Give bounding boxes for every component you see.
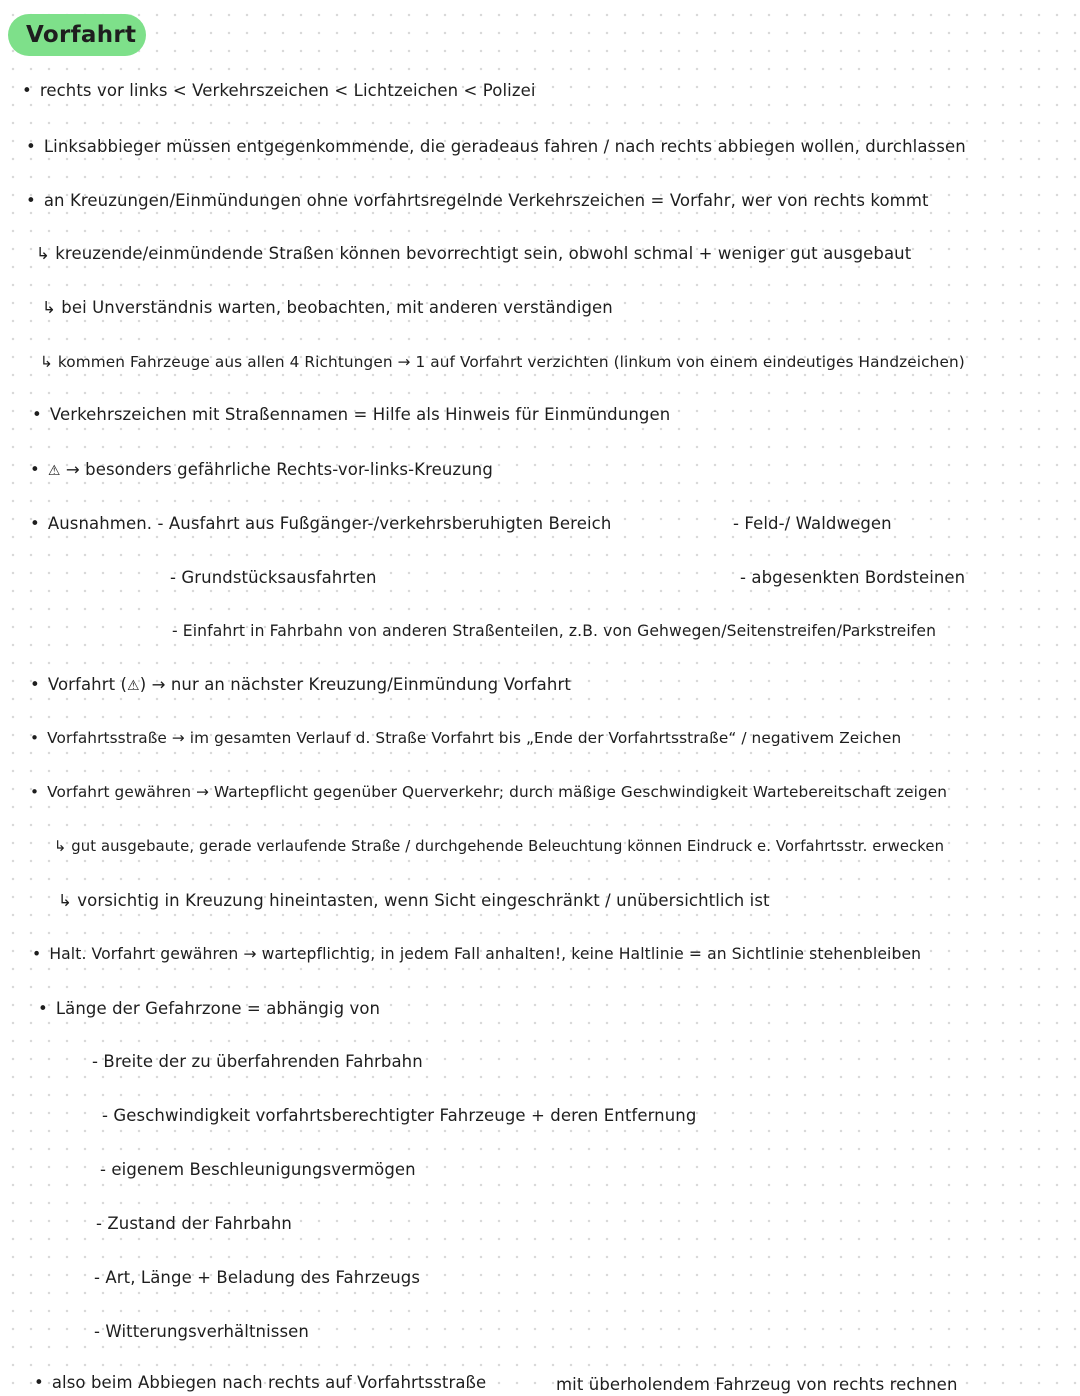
note-text: Ausnahmen. - Ausfahrt aus Fußgänger-/verkehrsberuhigten Bereich (47, 514, 612, 533)
note-text: → besonders gefährliche Rechts-vor-links-Kreuzung (65, 460, 493, 479)
note-line (58, 890, 770, 912)
note-line (36, 243, 911, 265)
note-text: Linksabbieger müssen entgegenkommende, die geradeaus fahren / nach rechts abbiegen wollen, durchlassen (43, 137, 966, 156)
note-line (30, 674, 571, 696)
note-text: an Kreuzungen/Einmündungen ohne vorfahrtsregelnde Verkehrszeichen = Vorfahr, wer von rechts kommt (43, 191, 929, 210)
note-line (556, 1374, 958, 1396)
bullet: • (38, 999, 48, 1018)
note-text: - Grundstücksausfahrten (170, 568, 377, 587)
note-line (30, 781, 947, 803)
note-text: Vorfahrtsstraße → im gesamten Verlauf d. Straße Vorfahrt bis „Ende der Vorfahrtsstraße“ / negativem Zeichen (47, 729, 902, 747)
note-text: Länge der Gefahrzone = abhängig von (55, 999, 381, 1018)
note-line (54, 836, 944, 858)
note-line (172, 620, 936, 642)
note-line (26, 190, 929, 212)
warning-triangle-icon: ⚠ (127, 678, 140, 694)
note-text: ↳ kreuzende/einmündende Straßen können bevorrechtigt sein, obwohl schmal + weniger gut ausgebaut (36, 244, 912, 263)
note-line (30, 459, 493, 481)
note-text: - eigenem Beschleunigungsvermögen (100, 1160, 416, 1179)
note-line (34, 1372, 486, 1394)
warning-triangle-icon: ⚠ (47, 463, 61, 479)
bullet: • (30, 675, 40, 694)
note-text: - Zustand der Fahrbahn (96, 1214, 292, 1233)
note-line (32, 943, 921, 965)
note-text: rechts vor links < Verkehrszeichen < Lichtzeichen < Polizei (39, 81, 536, 100)
note-text: ↳ vorsichtig in Kreuzung hineintasten, wenn Sicht eingeschränkt / unübersichtlich ist (58, 891, 770, 910)
note-text: - Einfahrt in Fahrbahn von anderen Straßenteilen, z.B. von Gehwegen/Seitenstreifen/Parkstreifen (172, 622, 937, 640)
note-text: also beim Abbiegen nach rechts auf Vorfahrtsstraße (51, 1373, 487, 1392)
note-line (40, 351, 965, 373)
note-line (100, 1159, 416, 1181)
note-line (30, 727, 901, 749)
note-text: ↳ kommen Fahrzeuge aus allen 4 Richtungen → 1 auf Vorfahrt verzichten (linkum von einem eindeutiges Handzeichen) (40, 353, 965, 371)
bullet: • (30, 729, 40, 747)
note-line (38, 998, 380, 1020)
note-text: - Art, Länge + Beladung des Fahrzeugs (94, 1268, 421, 1287)
note-line (170, 567, 377, 589)
note-line (94, 1321, 309, 1343)
note-line (26, 136, 966, 158)
note-text: ) → nur an nächster Kreuzung/Einmündung Vorfahrt (139, 675, 571, 694)
bullet: • (30, 783, 40, 801)
bullet: • (32, 945, 42, 963)
note-text: Verkehrszeichen mit Straßennamen = Hilfe als Hinweis für Einmündungen (49, 405, 671, 424)
note-text: ↳ bei Unverständnis warten, beobachten, mit anderen verständigen (42, 298, 613, 317)
note-text: Vorfahrt gewähren → Wartepflicht gegenüber Querverkehr; durch mäßige Geschwindigkeit Wartebereitschaft zeigen (47, 783, 948, 801)
bullet: • (34, 1373, 44, 1392)
bullet: • (22, 81, 32, 100)
note-text: - Geschwindigkeit vorfahrtsberechtigter Fahrzeuge + deren Entfernung (102, 1106, 697, 1125)
note-line (740, 567, 965, 589)
note-text: - Witterungsverhältnissen (94, 1322, 309, 1341)
bullet: • (26, 191, 36, 210)
note-text: - Feld-/ Waldwegen (733, 514, 892, 533)
bullet: • (32, 405, 42, 424)
note-line (30, 513, 611, 535)
note-text: - abgesenkten Bordsteinen (740, 568, 966, 587)
note-text: Vorfahrt ( (47, 675, 128, 694)
note-line (733, 513, 892, 535)
note-text: Halt. Vorfahrt gewähren → wartepflichtig, in jedem Fall anhalten!, keine Haltlinie = an Sichtlinie stehenbleiben (49, 945, 922, 963)
note-line (102, 1105, 696, 1127)
bullet: • (30, 460, 40, 479)
note-line (32, 404, 670, 426)
note-line (22, 80, 536, 102)
bullet: • (30, 514, 40, 533)
note-text: mit überholendem Fahrzeug von rechts rechnen (556, 1375, 958, 1394)
note-line (42, 297, 613, 319)
page-title: Vorfahrt (8, 14, 146, 56)
note-text: ↳ gut ausgebaute, gerade verlaufende Straße / durchgehende Beleuchtung können Eindruck e. Vorfahrtsstr. erwecken (54, 838, 945, 855)
note-text: - Breite der zu überfahrenden Fahrbahn (92, 1052, 423, 1071)
bullet: • (26, 137, 36, 156)
note-line (92, 1051, 423, 1073)
note-line (96, 1213, 292, 1235)
note-line (94, 1267, 420, 1289)
